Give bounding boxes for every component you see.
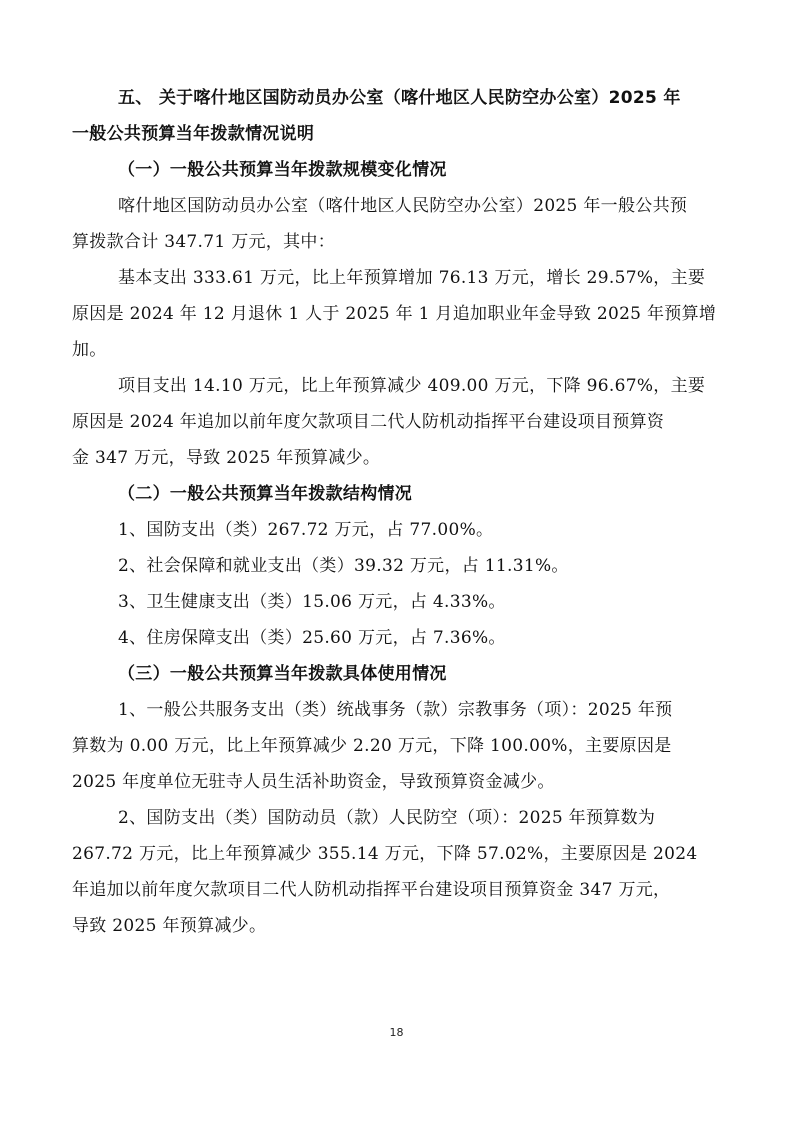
- sub3-item1-line1: 1、一般公共服务支出（类）统战事务（款）宗教事务（项）：2025 年预: [118, 700, 673, 720]
- sub1-p1-line2: 算拨款合计 347.71 万元，其中：: [72, 232, 335, 252]
- sub3-item2-line3: 年追加以前年度欠款项目二代人防机动指挥平台建设项目预算资金 347 万元，: [72, 880, 671, 900]
- section-title-line1: 五、 关于喀什地区国防动员办公室（喀什地区人民防空办公室）2025 年: [118, 88, 681, 108]
- sub3-item2-line4: 导致 2025 年预算减少。: [72, 916, 267, 936]
- sub1-p3-line3: 金 347 万元，导致 2025 年预算减少。: [72, 448, 381, 468]
- sub3-item2-line1: 2、国防支出（类）国防动员（款）人民防空（项）：2025 年预算数为: [118, 808, 656, 828]
- sub1-p3-line2: 原因是 2024 年追加以前年度欠款项目二代人防机动指挥平台建设项目预算资: [72, 412, 665, 432]
- sub2-item-1: 1、国防支出（类）267.72 万元，占 77.00%。: [118, 520, 494, 540]
- sub3-item1-line2: 算数为 0.00 万元，比上年预算减少 2.20 万元，下降 100.00%，主要原因是: [72, 736, 672, 756]
- sub3-item1-line3: 2025 年度单位无驻寺人员生活补助资金，导致预算资金减少。: [72, 772, 555, 792]
- sub1-p1-line1: 喀什地区国防动员办公室（喀什地区人民防空办公室）2025 年一般公共预: [118, 196, 688, 216]
- sub1-heading: （一）一般公共预算当年拨款规模变化情况: [118, 160, 447, 180]
- section-title-line2: 一般公共预算当年拨款情况说明: [72, 124, 315, 144]
- sub2-heading: （二）一般公共预算当年拨款结构情况: [118, 484, 413, 504]
- sub2-item-3: 3、卫生健康支出（类）15.06 万元，占 4.33%。: [118, 592, 506, 612]
- sub3-heading: （三）一般公共预算当年拨款具体使用情况: [118, 664, 447, 684]
- sub1-p3-line1: 项目支出 14.10 万元，比上年预算减少 409.00 万元，下降 96.67%，主要: [118, 376, 706, 396]
- page-number: 18: [389, 1026, 404, 1039]
- sub1-p2-line1: 基本支出 333.61 万元，比上年预算增加 76.13 万元，增长 29.57%，主要: [118, 268, 706, 288]
- sub1-p2-line3: 加。: [72, 340, 107, 360]
- sub3-item2-line2: 267.72 万元，比上年预算减少 355.14 万元，下降 57.02%，主要原因是 2024: [72, 844, 698, 864]
- document-page: [72, 80, 720, 944]
- sub2-item-2: 2、社会保障和就业支出（类）39.32 万元，占 11.31%。: [118, 556, 569, 576]
- sub1-p2-line2: 原因是 2024 年 12 月退休 1 人于 2025 年 1 月追加职业年金导致 2025 年预算增: [72, 304, 717, 324]
- sub2-item-4: 4、住房保障支出（类）25.60 万元，占 7.36%。: [118, 628, 506, 648]
